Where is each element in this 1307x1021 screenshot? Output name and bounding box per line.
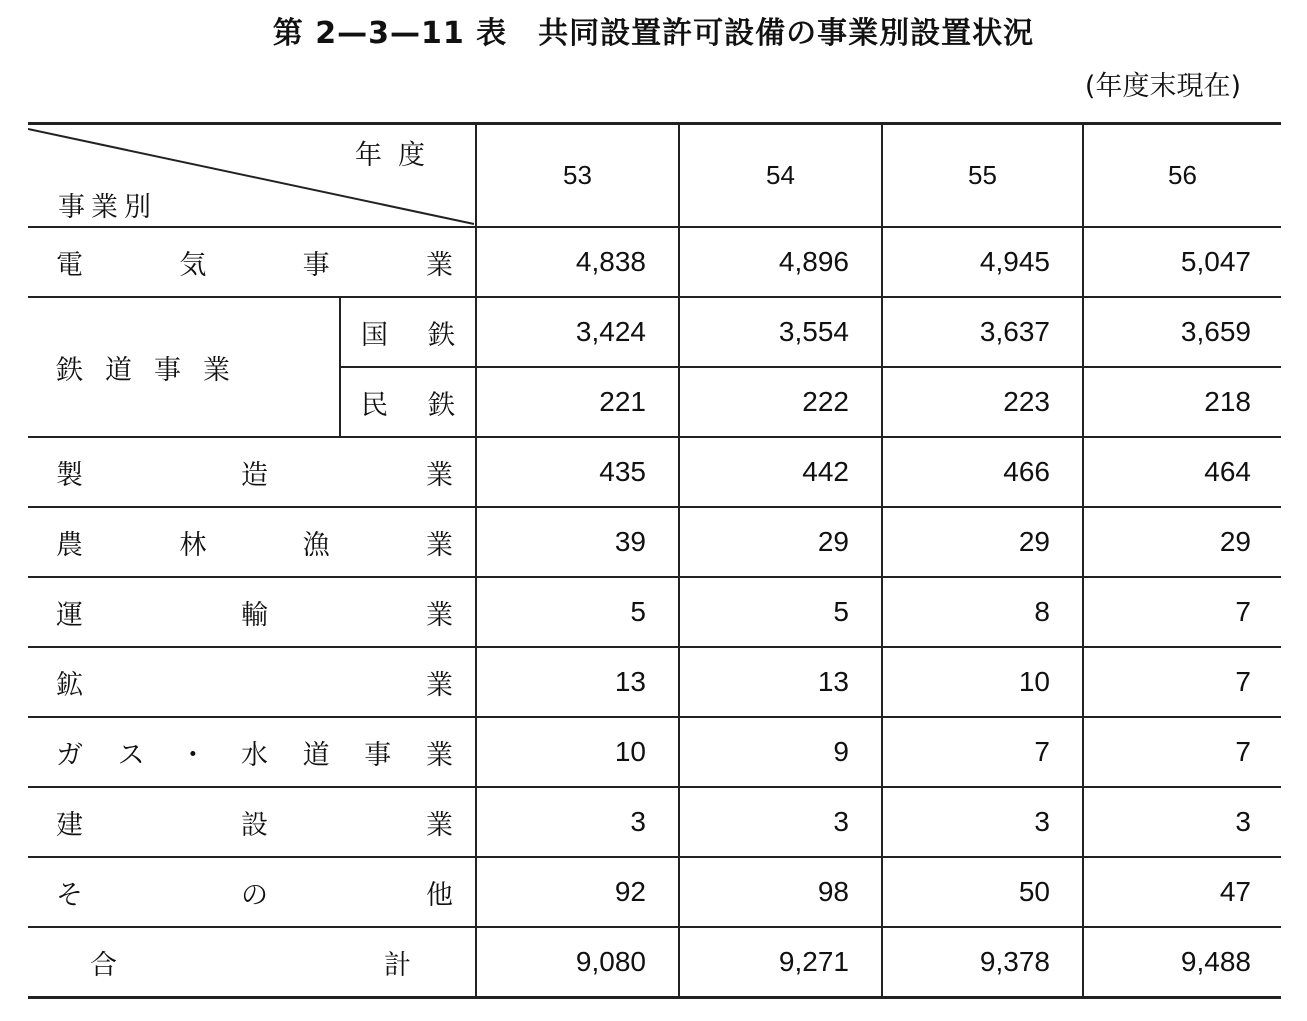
- value-cell: 7: [882, 717, 1083, 787]
- row-label: [28, 717, 476, 787]
- value-cell: 3,637: [882, 297, 1083, 367]
- value-cell: 3: [882, 787, 1083, 857]
- year-header: 53: [476, 124, 679, 228]
- value-cell: 222: [679, 367, 882, 437]
- value-cell: 221: [476, 367, 679, 437]
- row-sublabel: [340, 367, 476, 437]
- value-cell: 7: [1083, 717, 1281, 787]
- label-char: 設: [241, 809, 268, 841]
- total-label: [28, 927, 476, 998]
- value-cell: 3,554: [679, 297, 882, 367]
- value-cell: 29: [882, 507, 1083, 577]
- label-char: 造: [241, 459, 268, 491]
- value-cell: 29: [1083, 507, 1281, 577]
- label-char: 事: [364, 739, 392, 771]
- value-cell: 13: [476, 647, 679, 717]
- value-cell: 8: [882, 577, 1083, 647]
- table-row: [28, 577, 1281, 647]
- label-char: 業: [425, 739, 453, 771]
- label-char: 業: [425, 249, 453, 281]
- row-label: [28, 647, 476, 717]
- railway-group-label: 鉄道事業: [28, 297, 340, 437]
- row-label: [28, 227, 476, 297]
- row-label: [28, 787, 476, 857]
- label-char: 鉄: [428, 319, 455, 351]
- label-char: 漁: [302, 529, 330, 561]
- label-char: ・: [179, 739, 207, 771]
- value-cell: 3: [476, 787, 679, 857]
- value-cell: 5: [476, 577, 679, 647]
- label-char: 他: [426, 879, 453, 911]
- table-row: [28, 297, 1281, 367]
- label-char: 農: [56, 529, 83, 561]
- value-cell: 7: [1083, 577, 1281, 647]
- value-cell: 442: [679, 437, 882, 507]
- label-char: 電: [56, 249, 83, 281]
- table-row: [28, 647, 1281, 717]
- total-value-cell: 9,271: [679, 927, 882, 998]
- label-char: 気: [179, 249, 207, 281]
- label-char: 水: [240, 739, 268, 771]
- total-value-cell: 9,488: [1083, 927, 1281, 998]
- value-cell: 435: [476, 437, 679, 507]
- row-sublabel: [340, 297, 476, 367]
- value-cell: 5,047: [1083, 227, 1281, 297]
- value-cell: 10: [476, 717, 679, 787]
- label-char: 製: [56, 459, 83, 491]
- label-char: 業: [426, 669, 453, 701]
- table-row: [28, 227, 1281, 297]
- value-cell: 3,659: [1083, 297, 1281, 367]
- value-cell: 4,945: [882, 227, 1083, 297]
- label-char: 計: [384, 949, 411, 981]
- year-header: 55: [882, 124, 1083, 228]
- value-cell: 464: [1083, 437, 1281, 507]
- value-cell: 7: [1083, 647, 1281, 717]
- value-cell: 223: [882, 367, 1083, 437]
- value-cell: 5: [679, 577, 882, 647]
- header-row: [28, 124, 1281, 228]
- label-char: ガ: [56, 739, 83, 771]
- value-cell: 92: [476, 857, 679, 927]
- label-char: ス: [117, 739, 145, 771]
- label-char: 鉱: [56, 669, 83, 701]
- value-cell: 4,838: [476, 227, 679, 297]
- table-row: [28, 787, 1281, 857]
- statistics-table: [28, 122, 1281, 999]
- label-char: 事: [302, 249, 330, 281]
- corner-category-label: 事業別: [58, 192, 157, 223]
- corner-year-label: 年度: [355, 140, 441, 171]
- row-label: [28, 857, 476, 927]
- row-label: [28, 437, 476, 507]
- value-cell: 4,896: [679, 227, 882, 297]
- year-header: 56: [1083, 124, 1281, 228]
- total-value-cell: 9,378: [882, 927, 1083, 998]
- value-cell: 218: [1083, 367, 1281, 437]
- label-char: 民: [361, 389, 388, 421]
- total-value-cell: 9,080: [476, 927, 679, 998]
- value-cell: 50: [882, 857, 1083, 927]
- label-char: 業: [426, 809, 453, 841]
- value-cell: 39: [476, 507, 679, 577]
- value-cell: 3,424: [476, 297, 679, 367]
- table-title: 第 2—3—11 表 共同設置許可設備の事業別設置状況: [272, 16, 1035, 51]
- label-char: 業: [426, 459, 453, 491]
- row-label: [28, 577, 476, 647]
- value-cell: 3: [1083, 787, 1281, 857]
- total-row: [28, 927, 1281, 998]
- value-cell: 98: [679, 857, 882, 927]
- value-cell: 466: [882, 437, 1083, 507]
- label-char: そ: [56, 879, 83, 911]
- table-row: [28, 857, 1281, 927]
- table-row: [28, 507, 1281, 577]
- value-cell: 9: [679, 717, 882, 787]
- row-label: [28, 507, 476, 577]
- year-header: 54: [679, 124, 882, 228]
- label-char: 業: [426, 599, 453, 631]
- value-cell: 3: [679, 787, 882, 857]
- label-char: 国: [361, 319, 388, 351]
- as-of-note: (年度末現在): [1084, 71, 1241, 102]
- label-char: の: [241, 879, 268, 911]
- label-char: 林: [179, 529, 207, 561]
- value-cell: 47: [1083, 857, 1281, 927]
- label-char: 運: [56, 599, 83, 631]
- label-char: 合: [90, 949, 117, 981]
- value-cell: 10: [882, 647, 1083, 717]
- table-row: [28, 717, 1281, 787]
- label-char: 輸: [241, 599, 268, 631]
- label-char: 鉄: [428, 389, 455, 421]
- value-cell: 13: [679, 647, 882, 717]
- table-row: [28, 437, 1281, 507]
- label-char: 建: [56, 809, 83, 841]
- corner-cell: [28, 124, 476, 228]
- label-char: 業: [425, 529, 453, 561]
- value-cell: 29: [679, 507, 882, 577]
- label-char: 道: [302, 739, 330, 771]
